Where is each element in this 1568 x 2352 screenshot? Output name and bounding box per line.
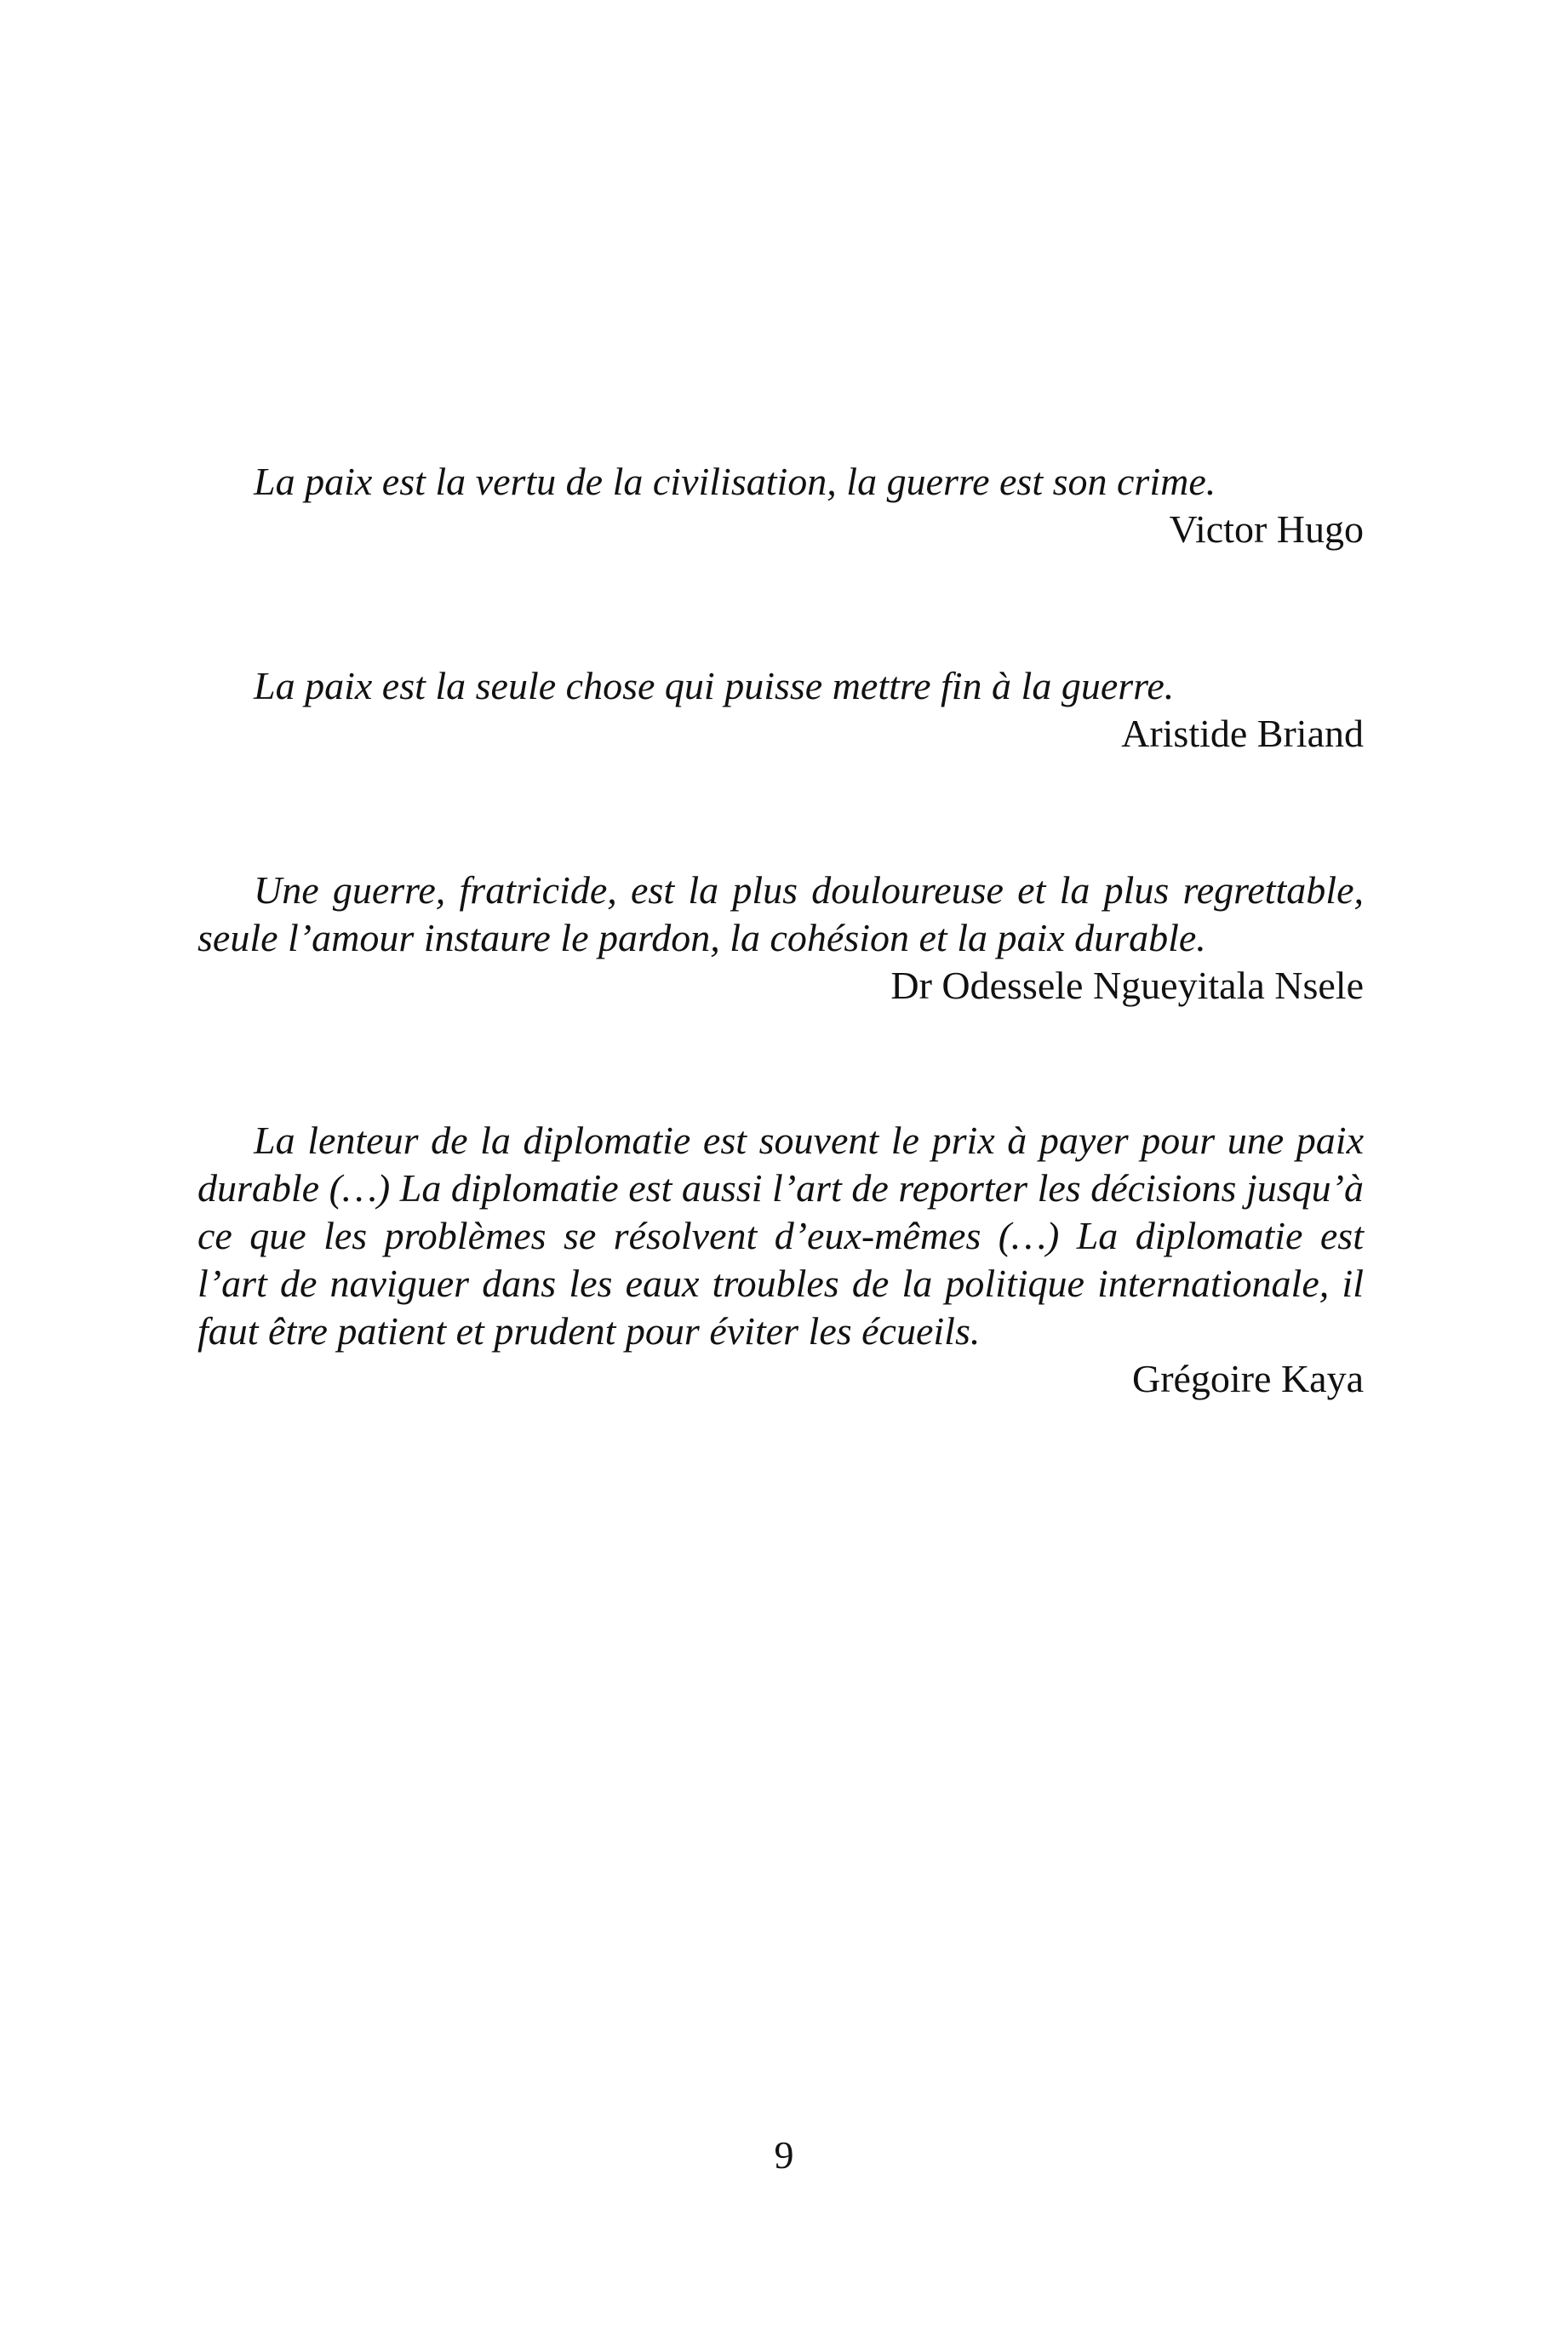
quote-text: La paix est la seule chose qui puisse mettre fin à la guerre. <box>254 664 1175 707</box>
epigraph-quote <box>197 458 1364 553</box>
quote-text: La paix est la vertu de la civilisation, la guerre est son crime. <box>254 460 1216 503</box>
epigraph-quote <box>197 662 1364 758</box>
quote-text: La lenteur de la diplomatie est souvent le prix à payer pour une paix durable (…) La diplomatie est aussi l’art de reporter les décisions jusqu’à ce que les problèmes se résolvent d’eux-mêmes (…) La diplomatie est l’art de naviguer dans les eaux troubles de la politique internationale, il faut être patient et prudent pour éviter les écueils. <box>197 1119 1364 1353</box>
quote-author: Victor Hugo <box>1169 507 1364 551</box>
quote-author: Aristide Briand <box>1121 712 1364 755</box>
page-number: 9 <box>774 2133 794 2177</box>
epigraph-quote <box>197 867 1364 1010</box>
quote-author: Grégoire Kaya <box>1131 1357 1364 1400</box>
epigraph-quote <box>197 1117 1364 1403</box>
quote-author: Dr Odessele Ngueyitala Nsele <box>890 964 1364 1007</box>
quote-text: Une guerre, fratricide, est la plus douloureuse et la plus regrettable, seule l’amour instaure le pardon, la cohésion et la paix durable. <box>197 868 1364 959</box>
